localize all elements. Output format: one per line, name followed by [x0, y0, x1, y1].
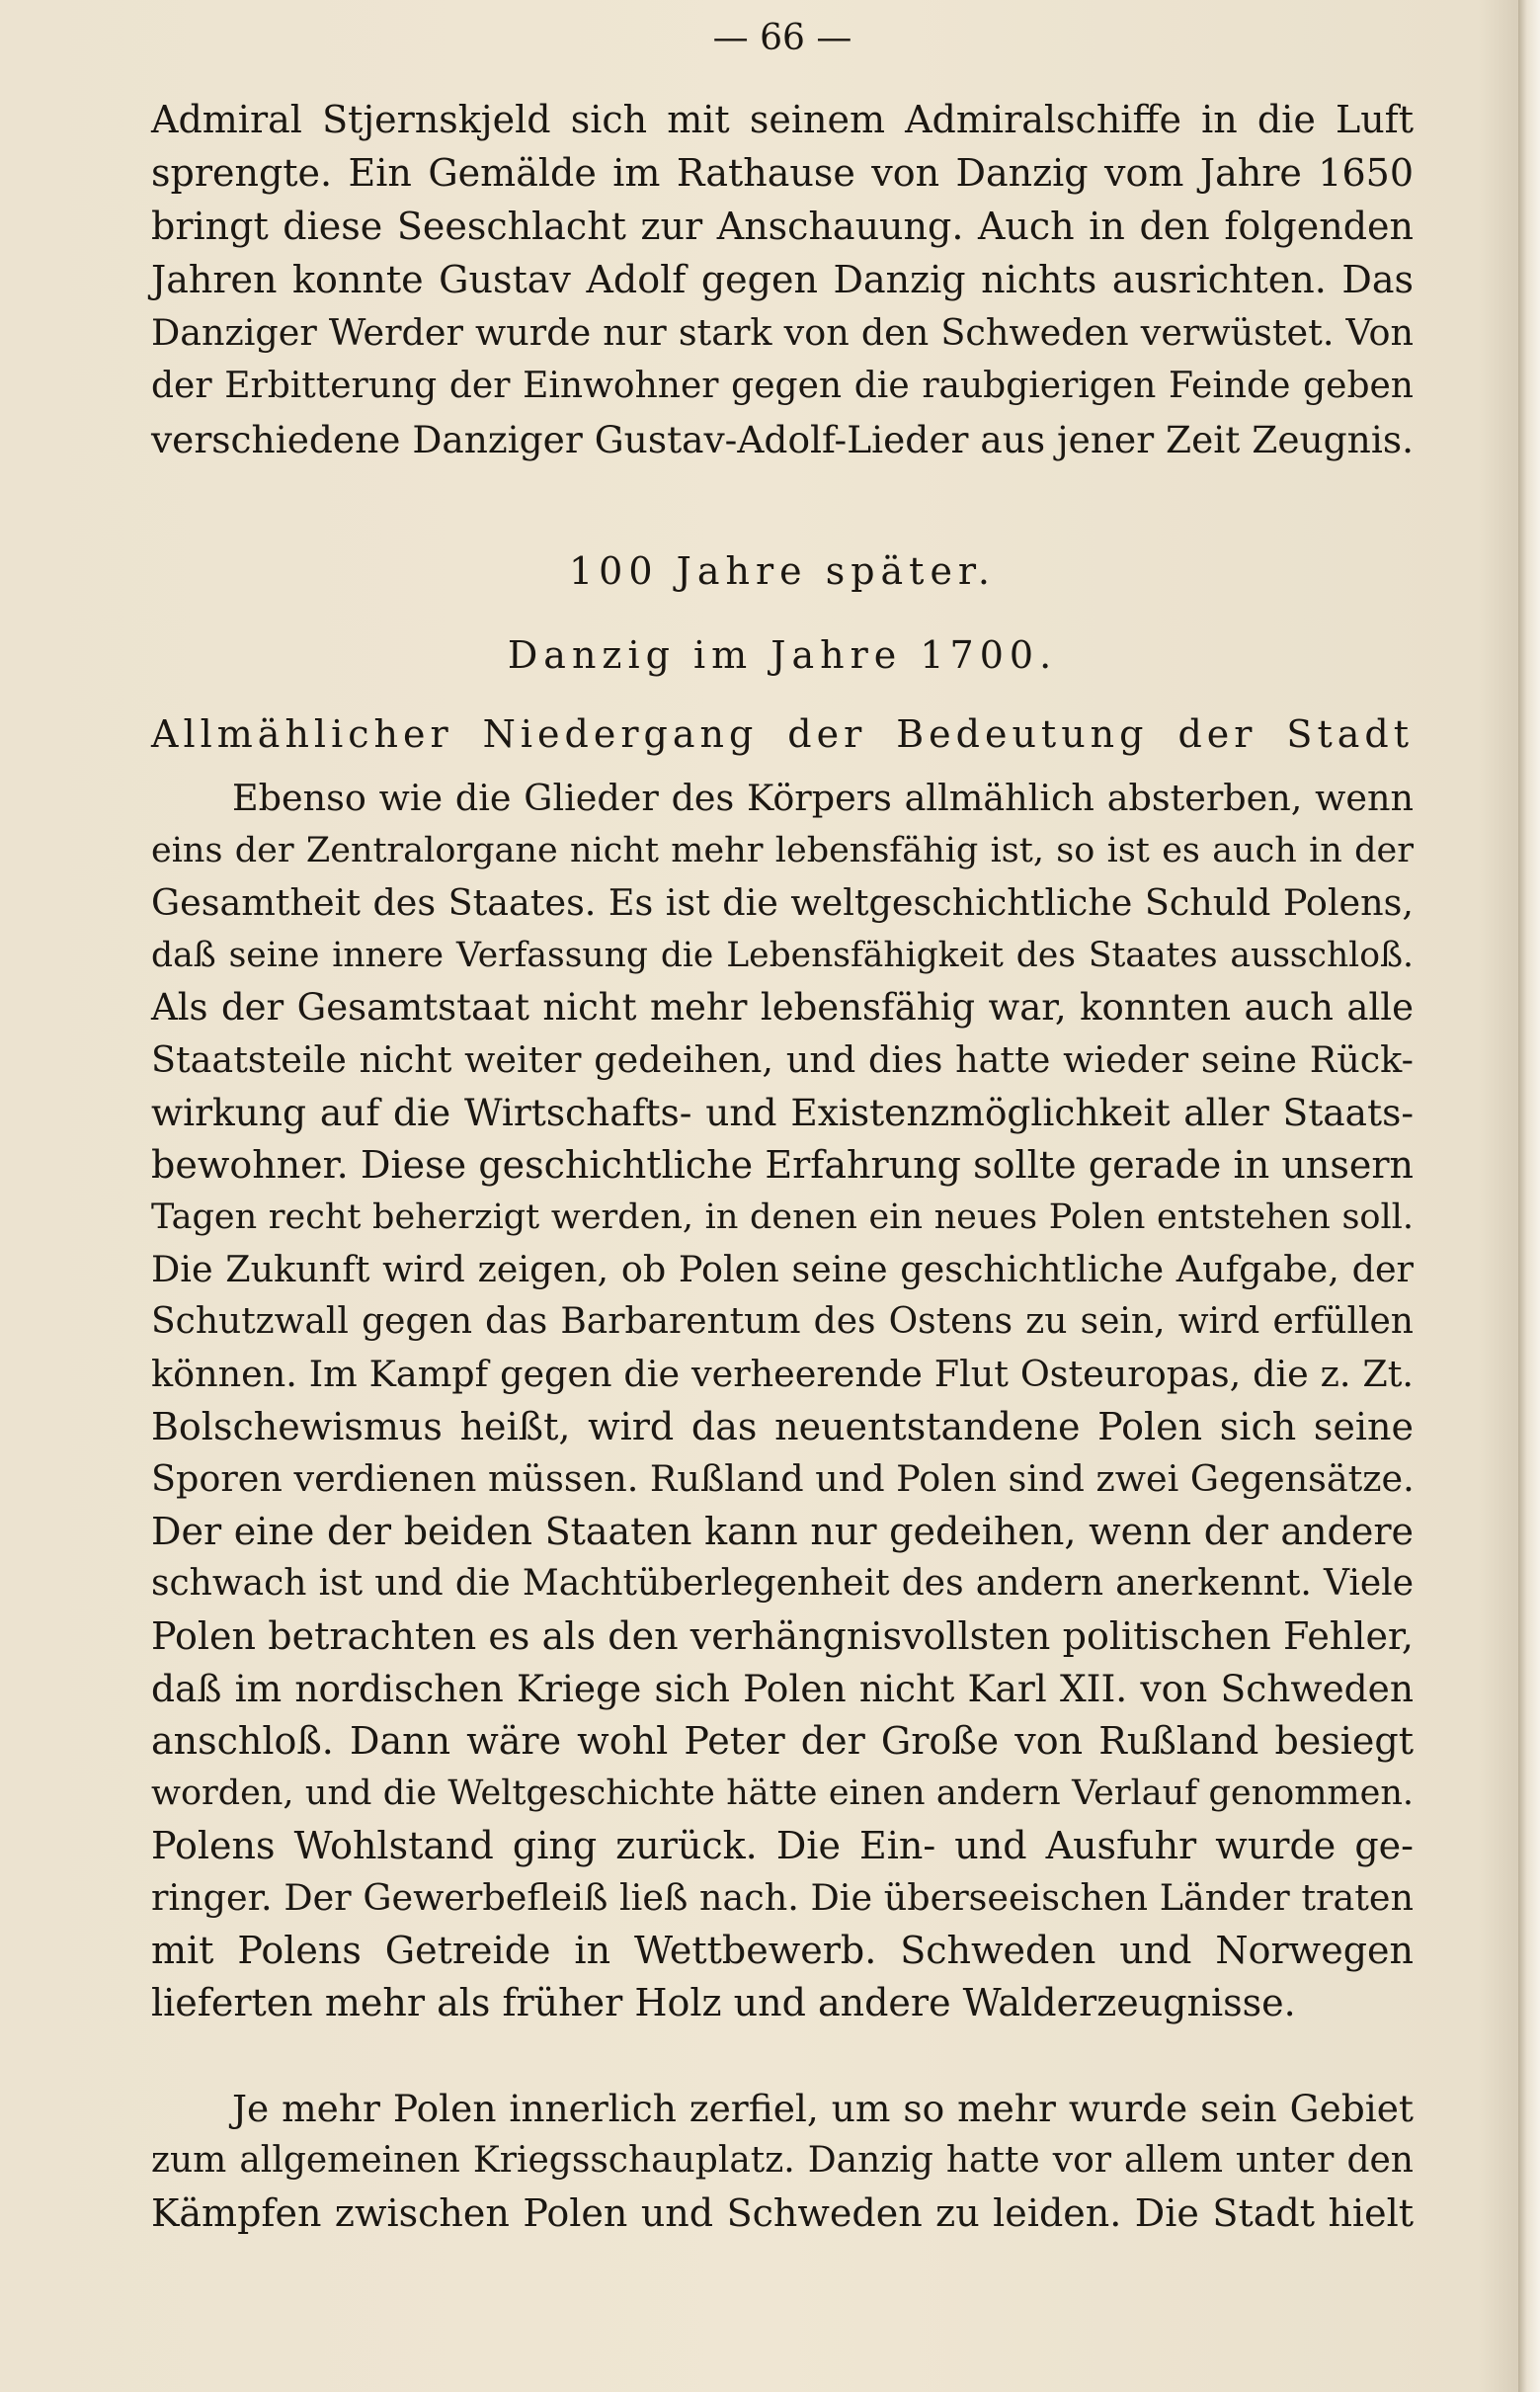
- text-line: wirkung auf die Wirtschafts- und Existenzmöglichkeit aller Staats-: [151, 1091, 1414, 1134]
- text-line: können. Im Kampf gegen die verheerende Flut Osteuropas, die z. Zt.: [151, 1353, 1414, 1395]
- text-line: bringt diese Seeschlacht zur Anschauung. Auch in den folgenden: [151, 205, 1414, 248]
- text-line: Sporen verdienen müssen. Rußland und Polen sind zwei Gegensätze.: [151, 1457, 1415, 1500]
- page-number: — 66 —: [712, 18, 852, 58]
- text-line: anschloß. Dann wäre wohl Peter der Große von Rußland besiegt: [151, 1719, 1414, 1763]
- text-line: Staatsteile nicht weiter gedeihen, und dies hatte wieder seine Rück-: [151, 1038, 1414, 1081]
- text-line: Jahren konnte Gustav Adolf gegen Danzig nichts ausrichten. Das: [151, 258, 1414, 301]
- text-line: lieferten mehr als früher Holz und andere Walderzeugnisse.: [151, 1981, 1296, 2024]
- section-heading-decline: Allmählicher Niedergang der Bedeutung der Stadt: [151, 712, 1414, 756]
- text-line: schwach ist und die Machtüberlegenheit des andern anerkennt. Viele: [151, 1563, 1414, 1604]
- text-line: Admiral Stjernskjeld sich mit seinem Admiralschiffe in die Luft: [151, 98, 1414, 141]
- text-line: daß seine innere Verfassung die Lebensfähigkeit des Staates ausschloß.: [151, 936, 1414, 975]
- text-line: Schutzwall gegen das Barbarentum des Ostens zu sein, wird erfüllen: [151, 1301, 1414, 1342]
- text-line: Bolschewismus heißt, wird das neuentstandene Polen sich seine: [151, 1405, 1414, 1448]
- text-line: bewohner. Diese geschichtliche Erfahrung sollte gerade in unsern: [151, 1143, 1414, 1187]
- text-line: eins der Zentralorgane nicht mehr lebensfähig ist, so ist es auch in der: [151, 831, 1414, 870]
- text-line: zum allgemeinen Kriegsschauplatz. Danzig hatte vor allem unter den: [151, 2140, 1414, 2181]
- text-line: ringer. Der Gewerbefleiß ließ nach. Die überseeischen Länder traten: [151, 1876, 1414, 1919]
- text-line: Kämpfen zwischen Polen und Schweden zu leiden. Die Stadt hielt: [151, 2191, 1414, 2235]
- text-line: Ebenso wie die Glieder des Körpers allmählich absterben, wenn: [232, 777, 1414, 819]
- text-line: Der eine der beiden Staaten kann nur gedeihen, wenn der andere: [151, 1510, 1414, 1553]
- text-line: verschiedene Danziger Gustav-Adolf-Lieder aus jener Zeit Zeugnis.: [151, 418, 1414, 461]
- page-edge: [1518, 0, 1540, 2392]
- text-line: Gesamtheit des Staates. Es ist die weltgeschichtliche Schuld Polens,: [151, 881, 1414, 924]
- section-heading-year: Danzig im Jahre 1700.: [507, 633, 1058, 677]
- text-line: Polens Wohlstand ging zurück. Die Ein- und Ausfuhr wurde ge-: [151, 1824, 1414, 1867]
- section-heading-century: 100 Jahre später.: [568, 549, 996, 593]
- text-line: Danziger Werder wurde nur stark von den Schweden verwüstet. Von: [151, 311, 1414, 354]
- text-line: mit Polens Getreide in Wettbewerb. Schweden und Norwegen: [151, 1929, 1414, 1972]
- text-line: Tagen recht beherzigt werden, in denen ein neues Polen entstehen soll.: [151, 1197, 1414, 1237]
- text-line: Je mehr Polen innerlich zerfiel, um so mehr wurde sein Gebiet: [232, 2087, 1414, 2130]
- text-line: Die Zukunft wird zeigen, ob Polen seine geschichtliche Aufgabe, der: [151, 1248, 1414, 1290]
- text-line: Als der Gesamtstaat nicht mehr lebensfähig war, konnten auch alle: [151, 986, 1414, 1029]
- text-line: der Erbitterung der Einwohner gegen die raubgierigen Feinde geben: [151, 366, 1414, 406]
- text-line: daß im nordischen Kriege sich Polen nicht Karl XII. von Schweden: [151, 1667, 1414, 1710]
- text-line: sprengte. Ein Gemälde im Rathause von Danzig vom Jahre 1650: [151, 151, 1414, 195]
- text-line: Polen betrachten es als den verhängnisvollsten politischen Fehler,: [151, 1614, 1414, 1658]
- text-line: worden, und die Weltgeschichte hätte einen andern Verlauf genommen.: [151, 1773, 1414, 1813]
